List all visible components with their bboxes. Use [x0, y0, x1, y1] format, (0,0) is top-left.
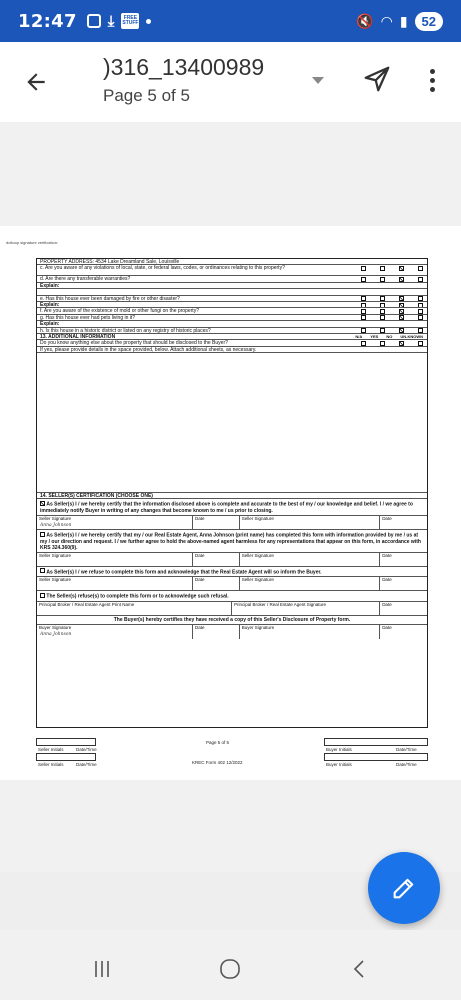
buyer-initials-box-1 [324, 738, 428, 746]
recent-apps-button[interactable] [82, 954, 122, 984]
question-text: If yes, please provide details in the space provided, below. Attach additional sheets, as necessary. [40, 346, 257, 353]
send-icon [362, 64, 392, 94]
seller-initials-box-1 [36, 738, 96, 746]
date-cell [193, 577, 240, 590]
certification-option-2 [37, 530, 427, 553]
question-text: h. Is this house in a historic district or listed on any registry of historic places? [40, 327, 211, 334]
question-text: e. Has this house ever been damaged by fire or other disaster? [40, 295, 180, 302]
additional-info-box [37, 353, 427, 493]
column-header: YES [370, 333, 379, 339]
download-icon: ⤓ [107, 12, 115, 30]
dropdown-arrow-icon [312, 77, 324, 84]
pencil-icon [390, 874, 418, 902]
date-label: Date [195, 577, 205, 583]
answer-checkbox [399, 328, 404, 333]
answer-checkbox [418, 303, 423, 308]
recent-apps-icon [91, 958, 113, 980]
section-14-title: 14. SELLER(S) CERTIFICATION (CHOOSE ONE) [37, 493, 427, 499]
send-button[interactable] [362, 64, 392, 94]
mute-icon: 🔇 [356, 12, 374, 29]
dotloop-note: dotloop signature verification: [6, 240, 59, 245]
question-text: Explain: [40, 321, 60, 328]
answer-checkbox [418, 315, 423, 320]
answer-checkbox [418, 277, 423, 282]
column-header: UN-KNOWN [400, 333, 423, 339]
seller-signature-label: Seller Signature [39, 577, 72, 583]
status-bar [0, 0, 461, 42]
buyer-date-label: Date [195, 624, 205, 630]
document-page [0, 226, 461, 780]
answer-checkbox [399, 277, 404, 282]
seller-signature-row-3 [37, 577, 427, 591]
more-options-button[interactable] [420, 62, 444, 98]
option-3-checkbox [40, 568, 45, 573]
buyer-initials-label-1: Buyer Initials [326, 747, 352, 752]
broker-row [37, 602, 427, 616]
option-4-text: The Seller(s) refuse(s) to complete this form or to acknowledge such refusal. [46, 593, 229, 600]
buyer-date-cell-2 [380, 625, 427, 639]
buyer-date-cell [193, 625, 240, 639]
answer-checkbox [418, 341, 423, 346]
answer-checkbox [418, 328, 423, 333]
answer-checkboxes [361, 308, 423, 314]
more-vert-dot [430, 87, 435, 92]
answer-checkbox [399, 341, 404, 346]
date-cell-2 [380, 516, 427, 529]
signal-icon: ▮ [399, 12, 408, 29]
answer-checkbox [380, 328, 385, 333]
question-text: d. Are there any transferable warranties? [40, 276, 131, 283]
certification-option-1 [37, 499, 427, 516]
answer-checkbox [380, 277, 385, 282]
home-icon [218, 957, 242, 981]
seller-initials-label-1: Seller Initials [38, 747, 64, 752]
date-cell-2 [380, 577, 427, 590]
battery-badge: 52 [415, 12, 443, 31]
more-notifications-dot-icon [146, 19, 151, 24]
certification-option-3 [37, 567, 427, 578]
answer-checkboxes [361, 265, 423, 271]
column-header: NO [386, 333, 393, 339]
seller-signature-label: Seller Signature [39, 516, 72, 522]
answer-checkboxes [361, 328, 423, 334]
seller-signature-label-2: Seller Signature [241, 552, 274, 558]
option-4-checkbox [40, 593, 45, 598]
answer-checkboxes [361, 340, 423, 346]
buyer-datetime-label-2: Date/Time [396, 762, 417, 767]
back-chevron-icon [349, 958, 371, 980]
seller-initials-label-2: Seller Initials [38, 762, 64, 767]
title-dropdown-button[interactable] [306, 68, 330, 92]
date-label-2: Date [382, 577, 392, 583]
answer-checkbox [380, 309, 385, 314]
seller-signature-cell [37, 553, 193, 566]
seller-signature-cell-2 [240, 577, 380, 590]
broker-signature-label: Principal Broker / Real Estate Agent Signature [234, 601, 327, 607]
answer-checkbox [418, 309, 423, 314]
buyer-initials-label-2: Buyer Initials [326, 762, 352, 767]
answer-checkbox [399, 266, 404, 271]
home-button[interactable] [210, 954, 250, 984]
column-header: N/A [355, 333, 363, 339]
answer-checkbox [380, 341, 385, 346]
question-rows [37, 265, 427, 353]
question-text: Explain: [40, 301, 60, 308]
datetime-label-2: Date/Time [76, 762, 97, 767]
edit-fab-button[interactable] [368, 852, 440, 924]
answer-checkbox [380, 315, 385, 320]
question-row [37, 347, 427, 353]
disclosure-form [36, 258, 428, 728]
buyer-certification [37, 616, 427, 625]
app-bar [0, 42, 461, 122]
notification-icons [87, 13, 152, 30]
footer-page-number: Page 5 of 5 [206, 740, 230, 745]
answer-checkbox [399, 309, 404, 314]
buyer-signature-label: Buyer Signature [39, 624, 72, 630]
datetime-label-1: Date/Time [76, 747, 97, 752]
seller-signature-cell [37, 516, 193, 529]
buyer-signature-cell-2 [240, 625, 380, 639]
arrow-back-icon [23, 69, 49, 95]
seller-signature-cell [37, 577, 193, 590]
certification-option-4 [37, 591, 427, 602]
answer-checkbox [361, 309, 366, 314]
date-label: Date [195, 516, 205, 522]
date-cell-2 [380, 553, 427, 566]
date-label: Date [195, 552, 205, 558]
buyer-initials-box-2 [324, 753, 428, 761]
document-title: )316_13400989 [103, 54, 265, 80]
broker-date-label: Date [382, 601, 392, 607]
question-text: Explain: [40, 282, 60, 289]
date-label-2: Date [382, 516, 392, 522]
back-nav-button[interactable] [340, 954, 380, 984]
free-stuff-icon: FREE STUFF [121, 13, 139, 29]
option-1-checkbox [40, 501, 45, 506]
answer-checkboxes [361, 276, 423, 282]
seller-signature-cell-2 [240, 516, 380, 529]
question-row [37, 265, 427, 276]
date-label-2: Date [382, 552, 392, 558]
property-address: PROPERTY ADDRESS: 4534 Lake Dreamland Sale, Louisville [37, 259, 427, 265]
answer-checkbox [361, 341, 366, 346]
answer-checkboxes [361, 315, 423, 321]
buyer-cert-text: The Buyer(s) hereby certifies they have received a copy of this Seller's Disclosure of Property form. [113, 616, 351, 623]
answer-checkbox [380, 303, 385, 308]
seller-signature-label-2: Seller Signature [241, 577, 274, 583]
buyer-signature-cell [37, 625, 193, 639]
answer-checkboxes [361, 302, 423, 308]
more-vert-dot [430, 78, 435, 83]
question-text: g. Has this house ever had pets living in it? [40, 314, 136, 321]
seller-signature-scribble: Anna Johnson [40, 523, 72, 529]
answer-checkbox [361, 277, 366, 282]
question-text: 13. ADDITIONAL INFORMATION [40, 333, 116, 340]
buyer-signature-scribble: Anna Johnson [40, 631, 72, 637]
status-time: 12:47 [18, 10, 77, 32]
answer-checkbox [399, 303, 404, 308]
option-1-text: As Seller(s) I / we hereby certify that the information disclosed above is complete and accurate to the best of my / our knowledge and belief. I / we agree to immediately notify Buyer in writing of any changes that become known to me / us prior to closing. [40, 502, 413, 515]
wifi-icon: ◠ [380, 12, 393, 29]
answer-checkbox [380, 296, 385, 301]
seller-signature-label-2: Seller Signature [241, 516, 274, 522]
answer-checkbox [361, 328, 366, 333]
back-button[interactable] [18, 64, 54, 100]
buyer-signature-row [37, 625, 427, 639]
date-cell [193, 516, 240, 529]
answer-checkbox [418, 266, 423, 271]
column-headers [355, 334, 423, 340]
answer-checkbox [361, 303, 366, 308]
option-2-text: As Seller(s) I / we hereby certify that my / our Real Estate Agent, Anna Johnson (print name) has completed this form with information provided by me / us at my / our direction and request. I / we further agree to hold the above-named agent harmless for any representations that appear on this form, in accordance with KRS 324.360(9). [40, 532, 421, 551]
seller-initials-box-2 [36, 753, 96, 761]
seller-signature-cell-2 [240, 553, 380, 566]
seller-signature-row-2 [37, 553, 427, 567]
screenshot-icon [87, 14, 101, 28]
answer-checkboxes [361, 296, 423, 302]
answer-checkbox [361, 315, 366, 320]
option-2-checkbox [40, 532, 45, 537]
question-text: c. Are you aware of any violations of local, state, or federal laws, codes, or ordinances relating to this property? [40, 265, 285, 272]
seller-signature-label: Seller Signature [39, 552, 72, 558]
buyer-datetime-label-1: Date/Time [396, 747, 417, 752]
broker-date-cell [380, 602, 427, 615]
answer-checkbox [399, 296, 404, 301]
answer-checkbox [361, 266, 366, 271]
date-cell [193, 553, 240, 566]
answer-checkbox [380, 266, 385, 271]
more-vert-icon [430, 69, 435, 74]
broker-name-cell [37, 602, 232, 615]
page-indicator: Page 5 of 5 [103, 86, 190, 105]
document-viewer[interactable] [0, 122, 461, 872]
footer-form-number: KREC Form 402 12/2022 [192, 760, 243, 765]
answer-checkbox [361, 296, 366, 301]
question-text: Do you know anything else about the property that should be disclosed to the Buyer? [40, 340, 228, 347]
answer-checkbox [418, 296, 423, 301]
seller-signature-row-1 [37, 516, 427, 530]
buyer-signature-label-2: Buyer Signature [241, 624, 275, 630]
broker-name-label: Principal Broker / Real Estate Agent Print Name [39, 601, 135, 607]
system-icons [356, 12, 443, 31]
option-3-text: As Seller(s) I / we refuse to complete this form and acknowledge that the Real Estate Agent will so inform the Buyer. [46, 569, 322, 576]
navigation-bar [0, 930, 461, 1000]
answer-checkbox [399, 315, 404, 320]
broker-signature-cell [232, 602, 380, 615]
buyer-date-label-2: Date [382, 624, 392, 630]
question-text: f. Are you aware of the existence of mold or other fungi on the property? [40, 308, 199, 315]
